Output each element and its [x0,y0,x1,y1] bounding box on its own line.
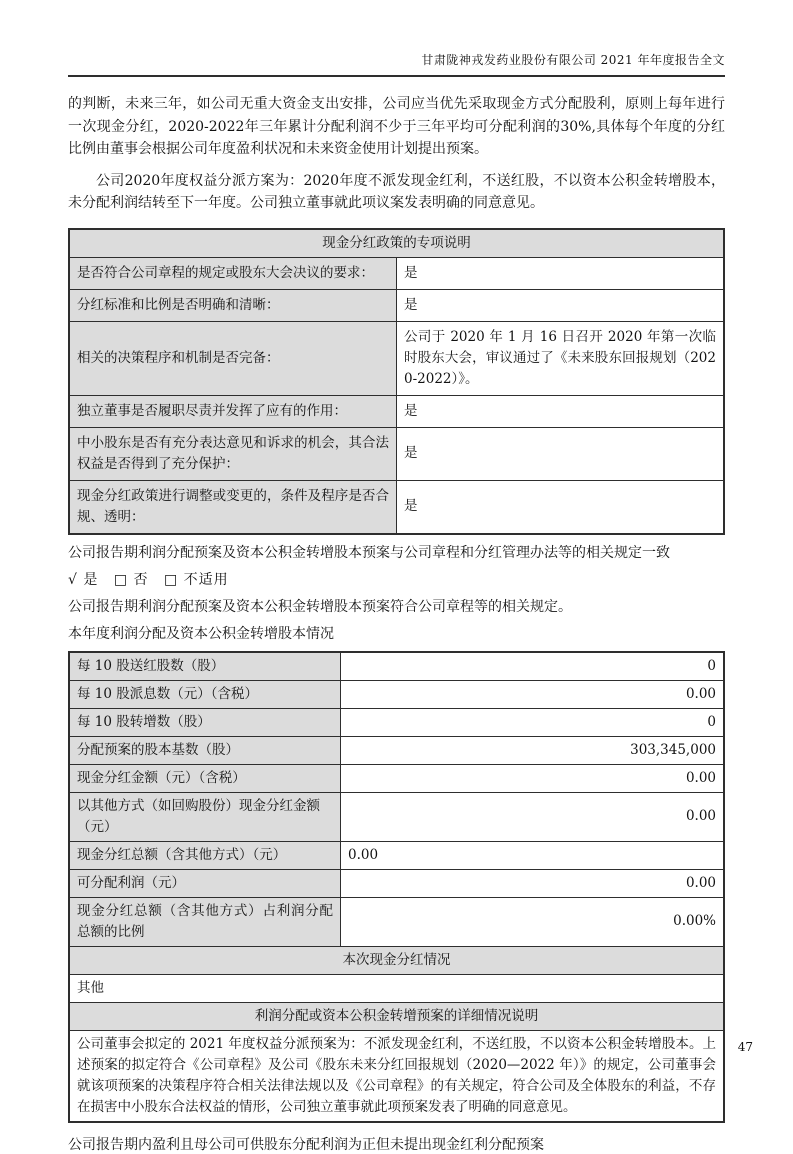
cash-dividend-policy-table [68,228,725,535]
table-row [69,257,724,289]
policy-row-label: 分红标准和比例是否明确和清晰： [69,289,397,321]
dividend-row-value: 0.00 [341,792,725,841]
checkbox-line [68,572,725,589]
dividend-row-value: 0.00% [341,897,725,946]
checkbox-empty-icon: □ [163,571,179,588]
policy-row-label: 现金分红政策进行调整或变更的，条件及程序是否合规、透明： [69,480,397,534]
checkbox-option-label: 不适用 [183,571,229,588]
dividend-row-label: 分配预案的股本基数（股） [69,736,341,764]
policy-row-label: 相关的决策程序和机制是否完备： [69,321,397,395]
table-row [69,427,724,480]
table-row [69,897,724,946]
policy-row-value: 是 [397,257,725,289]
table-row [69,708,724,736]
dividend-row-label: 可分配利润（元） [69,869,341,897]
paragraph-dividend-policy-continuation: 的判断，未来三年，如公司无重大资金支出安排，公司应当优先采取现金方式分配股利，原则上每年进行一次现金分红，2020-2022年三年累计分配利润不少于三年平均可分配利润的30%,具体每个年度的分红比例由董事会根据公司年度盈利状况和未来资金使用计划提出预案。 [68,96,725,157]
table-row [69,395,724,427]
detail-text-row [69,1030,724,1122]
annual-distribution-table [68,651,725,1123]
checkbox-option-label: 是 [83,571,99,588]
table-row [69,764,724,792]
policy-row-value: 是 [397,427,725,480]
table-row [69,289,724,321]
table-row [69,841,724,869]
dividend-row-value: 0.00 [341,680,725,708]
table-row [69,792,724,841]
table-row [69,869,724,897]
report-header-title: 甘肃陇神戎发药业股份有限公司 2021 年年度报告全文 [68,52,725,77]
table-row [69,480,724,534]
table-row [69,680,724,708]
policy-row-value: 是 [397,480,725,534]
detail-section-row [69,1002,724,1030]
checkbox-empty-icon: □ [113,571,129,588]
checkbox-option-label: 否 [133,571,149,588]
policy-row-label: 是否符合公司章程的规定或股东大会决议的要求： [69,257,397,289]
dividend-row-label: 现金分红金额（元）（含税） [69,764,341,792]
policy-row-label: 独立董事是否履职尽责并发挥了应有的作用： [69,395,397,427]
table-row [69,652,724,681]
statement-consistency: 公司报告期利润分配预案及资本公积金转增股本预案与公司章程和分红管理办法等的相关规定一致 [68,544,670,561]
dividend-row-value: 0.00 [341,869,725,897]
table-row [69,736,724,764]
other-row-label: 其他 [69,974,724,1002]
dividend-row-value: 0 [341,708,725,736]
checkbox-option-no [114,572,149,588]
paragraph-2020-distribution-plan: 公司2020年度权益分派方案为：2020年度不派发现金红利，不送红股，不以资本公积金转增股本，未分配利润结转至下一年度。公司独立董事就此项议案发表明确的同意意见。 [68,172,725,211]
cash-dividend-section-row [69,946,724,974]
other-row [69,974,724,1002]
dividend-row-label: 现金分红总额（含其他方式）（元） [69,841,341,869]
dividend-row-value: 0 [341,652,725,681]
policy-row-value: 公司于 2020 年 1 月 16 日召开 2020 年第一次临时股东大会，审议通过了《未来股东回报规划（2020-2022）》。 [397,321,725,395]
statement-compliance: 公司报告期利润分配预案及资本公积金转增股本预案符合公司章程等的相关规定。 [68,598,572,615]
checkbox-option-yes [68,572,98,588]
policy-row-label: 中小股东是否有充分表达意见和诉求的机会，其合法权益是否得到了充分保护： [69,427,397,480]
page-number: 47 [737,1040,753,1054]
dividend-row-label: 现金分红总额（含其他方式）占利润分配总额的比例 [69,897,341,946]
dividend-row-value: 303,345,000 [341,736,725,764]
cash-dividend-section-header: 本次现金分红情况 [69,946,724,974]
checkbox-option-na [164,572,229,588]
dividend-row-label: 每 10 股转增数（股） [69,708,341,736]
policy-row-value: 是 [397,395,725,427]
dividend-row-value: 0.00 [341,764,725,792]
checkmark-icon: √ [68,571,78,588]
policy-table-title-row [69,229,724,258]
detail-section-header: 利润分配或资本公积金转增预案的详细情况说明 [69,1002,724,1030]
detail-paragraph: 公司董事会拟定的 2021 年度权益分派预案为：不派发现金红利，不送红股，不以资本公积金转增股本。上述预案的拟定符合《公司章程》及公司《股东未来分红回报规划（2020—2022 年）》的规定，公司董事会就该项预案的决策程序符合相关法律法规以及《公司章程》的有关规定，符合公司及全体股东的利益，不存在损害中小股东合法权益的情形，公司独立董事就此项预案发表了明确的同意意见。 [69,1030,724,1122]
policy-row-value: 是 [397,289,725,321]
policy-table-title: 现金分红政策的专项说明 [69,229,724,258]
footer-note: 公司报告期内盈利且母公司可供股东分配利润为正但未提出现金红利分配预案 [68,1136,544,1153]
table-row [69,321,724,395]
dividend-row-value: 0.00 [341,841,725,869]
dividend-row-label: 每 10 股派息数（元）（含税） [69,680,341,708]
dividend-row-label: 每 10 股送红股数（股） [69,652,341,681]
section-title-annual-distribution: 本年度利润分配及资本公积金转增股本情况 [68,625,334,642]
dividend-row-label: 以其他方式（如回购股份）现金分红金额（元） [69,792,341,841]
